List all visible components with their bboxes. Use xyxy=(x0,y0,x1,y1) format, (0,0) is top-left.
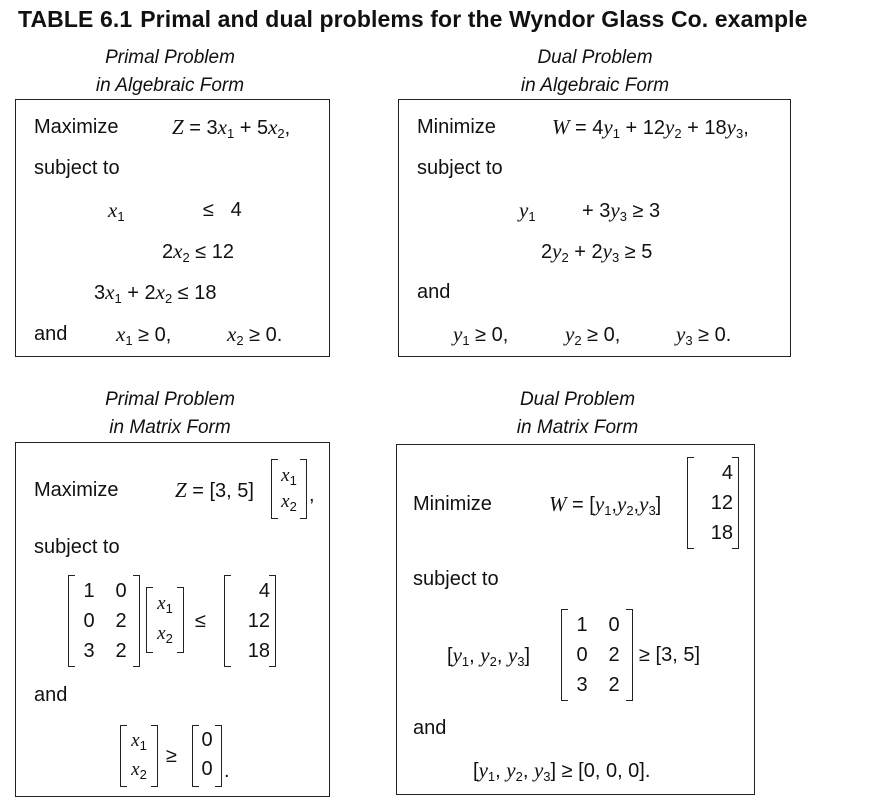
heading-primal-algebraic xyxy=(15,44,325,100)
matrix-cell: $x_2$ xyxy=(131,759,147,782)
primal-matrix-box xyxy=(15,442,330,797)
nonneg-x1: $x_1 \ge 0$, xyxy=(116,322,172,348)
heading-line: Dual Problem xyxy=(519,389,636,410)
matrix-cell: 1 xyxy=(83,580,95,602)
matrix-cell: $x_2$ xyxy=(157,623,173,646)
matrix-cell: 4 xyxy=(258,580,270,602)
minimize-label: Minimize xyxy=(417,116,496,138)
constraint-1-right: ≤ 4 xyxy=(203,199,242,221)
primal-objective: $Z = 3x_1 + 5x_2$, xyxy=(172,115,291,141)
dual-matrix-box xyxy=(396,444,755,795)
bracket-right xyxy=(732,457,739,549)
vector-x xyxy=(146,587,184,653)
and-label: and xyxy=(34,323,68,345)
heading-dual-algebraic xyxy=(400,44,790,100)
heading-primal-matrix xyxy=(15,386,325,442)
bracket-left xyxy=(68,575,75,667)
heading-line: Primal Problem xyxy=(105,389,235,410)
matrix-A xyxy=(561,609,633,701)
dual-constraint-rhs: ≥ [3, 5] xyxy=(639,644,701,666)
objective-var: Z xyxy=(172,115,184,139)
heading-line: in Algebraic Form xyxy=(520,75,670,96)
dual-algebraic-box xyxy=(398,99,791,357)
matrix-cell: $x_1$ xyxy=(157,593,173,616)
table-caption: Primal and dual problems for the Wyndor Glass Co. example xyxy=(140,6,808,32)
matrix-cell: 3 xyxy=(576,674,588,696)
minimize-label: Minimize xyxy=(413,493,492,515)
constraint-2: $2y_2 + 2y_3 \ge 5$ xyxy=(541,239,653,265)
heading-line: Primal Problem xyxy=(105,47,235,68)
bracket-right xyxy=(133,575,140,667)
dual-objective: $W = 4y_1 + 12y_2 + 18y_3$, xyxy=(552,115,749,141)
nonneg-y1: $y_1 \ge 0$, xyxy=(453,322,509,348)
matrix-cell: 18 xyxy=(710,522,733,544)
vector-x-nonneg xyxy=(120,725,158,787)
matrix-cell: 2 xyxy=(115,640,127,662)
primal-algebraic-box xyxy=(15,99,330,357)
heading-dual-matrix xyxy=(400,386,755,442)
matrix-cell: 0 xyxy=(576,644,588,666)
primal-matrix-objective: Z = [3, 5] xyxy=(175,478,254,502)
table-title xyxy=(18,6,808,33)
matrix-cell: 0 xyxy=(115,580,127,602)
constraint-3: $3x_1 + 2x_2 \le 18$ xyxy=(94,280,217,306)
bracket-left xyxy=(561,609,568,701)
subject-to-label: subject to xyxy=(417,157,503,179)
bracket-right xyxy=(626,609,633,701)
matrix-cell: $x_2$ xyxy=(281,491,297,514)
constraint-1-right: + $3y_3 \ge 3$ xyxy=(582,198,661,224)
matrix-cell: 12 xyxy=(247,610,270,632)
matrix-cell: 12 xyxy=(710,492,733,514)
table-label: TABLE 6.1 xyxy=(18,6,133,32)
matrix-cell: 0 xyxy=(608,614,620,636)
le-symbol: ≤ xyxy=(195,610,206,632)
constraint-1-left: $x_1$ xyxy=(108,198,125,224)
constraint-1-left: $y_1$ xyxy=(519,198,536,224)
matrix-cell: 1 xyxy=(576,614,588,636)
ge-symbol: ≥ xyxy=(166,745,177,767)
zero-vector xyxy=(192,725,222,787)
matrix-cell: 0 xyxy=(201,758,213,780)
nonneg-y2: $y_2 \ge 0$, xyxy=(565,322,621,348)
matrix-cell: 4 xyxy=(721,462,733,484)
heading-line: in Matrix Form xyxy=(109,417,231,438)
subject-to-label: subject to xyxy=(34,536,120,558)
period: . xyxy=(224,760,230,782)
heading-line: Dual Problem xyxy=(537,47,653,68)
maximize-label: Maximize xyxy=(34,116,119,138)
matrix-cell: $x_1$ xyxy=(281,465,297,488)
matrix-cell: 0 xyxy=(83,610,95,632)
matrix-cell: 2 xyxy=(608,644,620,666)
matrix-cell: 3 xyxy=(83,640,95,662)
and-label: and xyxy=(34,684,68,706)
matrix-cell: 18 xyxy=(247,640,270,662)
bracket-right xyxy=(269,575,276,667)
constraint-2: $2x_2 \le 12$ xyxy=(162,239,235,265)
objective-var: W xyxy=(552,115,570,139)
heading-line: in Algebraic Form xyxy=(95,75,245,96)
objective-vector xyxy=(271,459,307,519)
nonneg-x2: $x_2 \ge 0$. xyxy=(227,322,283,348)
matrix-cell: 2 xyxy=(115,610,127,632)
subject-to-label: subject to xyxy=(34,157,120,179)
dual-matrix-objective: $W = [y_1,y_2,y_3]$ xyxy=(549,492,662,518)
matrix-cell: $x_1$ xyxy=(131,730,147,753)
heading-line: in Matrix Form xyxy=(516,417,639,438)
and-label: and xyxy=(417,281,451,303)
matrix-cell: 2 xyxy=(608,674,620,696)
vector-b xyxy=(224,575,276,667)
nonneg-y3: $y_3 \ge 0$. xyxy=(676,322,732,348)
matrix-cell: 0 xyxy=(201,729,213,751)
matrix-A xyxy=(68,575,140,667)
row-vector-y: [$y_1$, $y_2$, $y_3$] xyxy=(447,643,531,669)
comma: , xyxy=(309,484,315,506)
subject-to-label: subject to xyxy=(413,568,499,590)
and-label: and xyxy=(413,717,447,739)
dual-nonneg: [$y_1$, $y_2$, $y_3] \ge [0$, 0, 0]. xyxy=(473,758,651,784)
maximize-label: Maximize xyxy=(34,479,119,501)
objective-vector xyxy=(687,457,739,549)
